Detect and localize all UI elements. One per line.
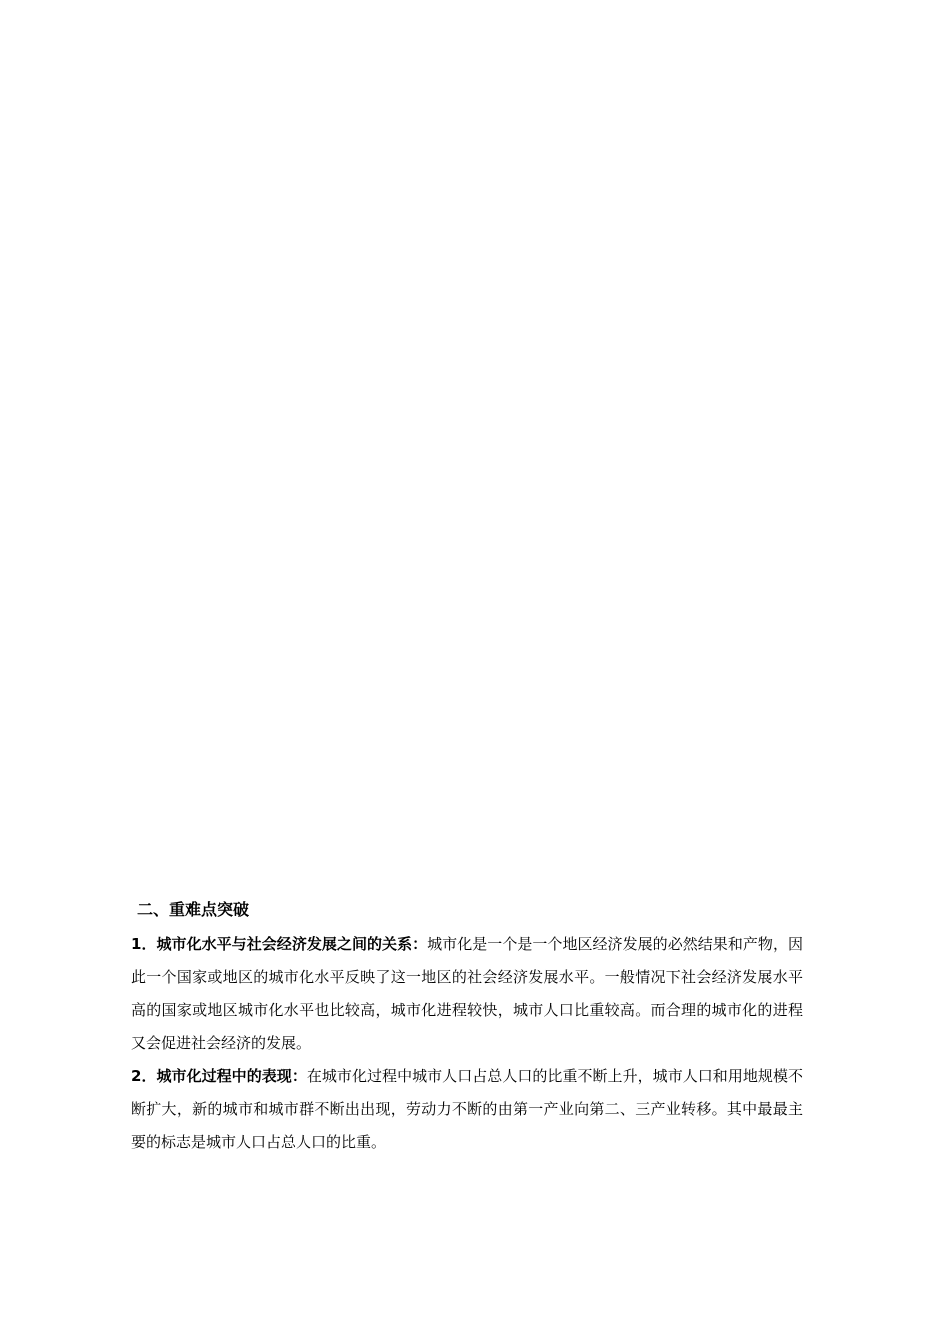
section-title: 二、重难点突破: [137, 900, 250, 919]
point-text-2: 在城市化过程中城市人口占总人口的比重不断上升，城市人口和用地规模不断扩大，新的城市和城市群不断出出现，劳动力不断的由第一产业向第二、三产业转移。其中最最主要的标志是城市人口占总人口的比重。: [131, 1067, 803, 1151]
point-lead-1: 1．城市化水平与社会经济发展之间的关系：: [131, 935, 428, 953]
point-lead-2: 2．城市化过程中的表现：: [131, 1067, 307, 1085]
point-paragraph-1: [131, 928, 803, 1060]
key-points-section: [131, 896, 803, 1159]
point-text-1: 城市化是一个是一个地区经济发展的必然结果和产物，因此一个国家或地区的城市化水平反映了这一地区的社会经济发展水平。一般情况下社会经济发展水平高的国家或地区城市化水平也比较高，城市化进程较快，城市人口比重较高。而合理的城市化的进程又会促进社会经济的发展。: [131, 935, 803, 1052]
point-paragraph-2: [131, 1060, 803, 1159]
